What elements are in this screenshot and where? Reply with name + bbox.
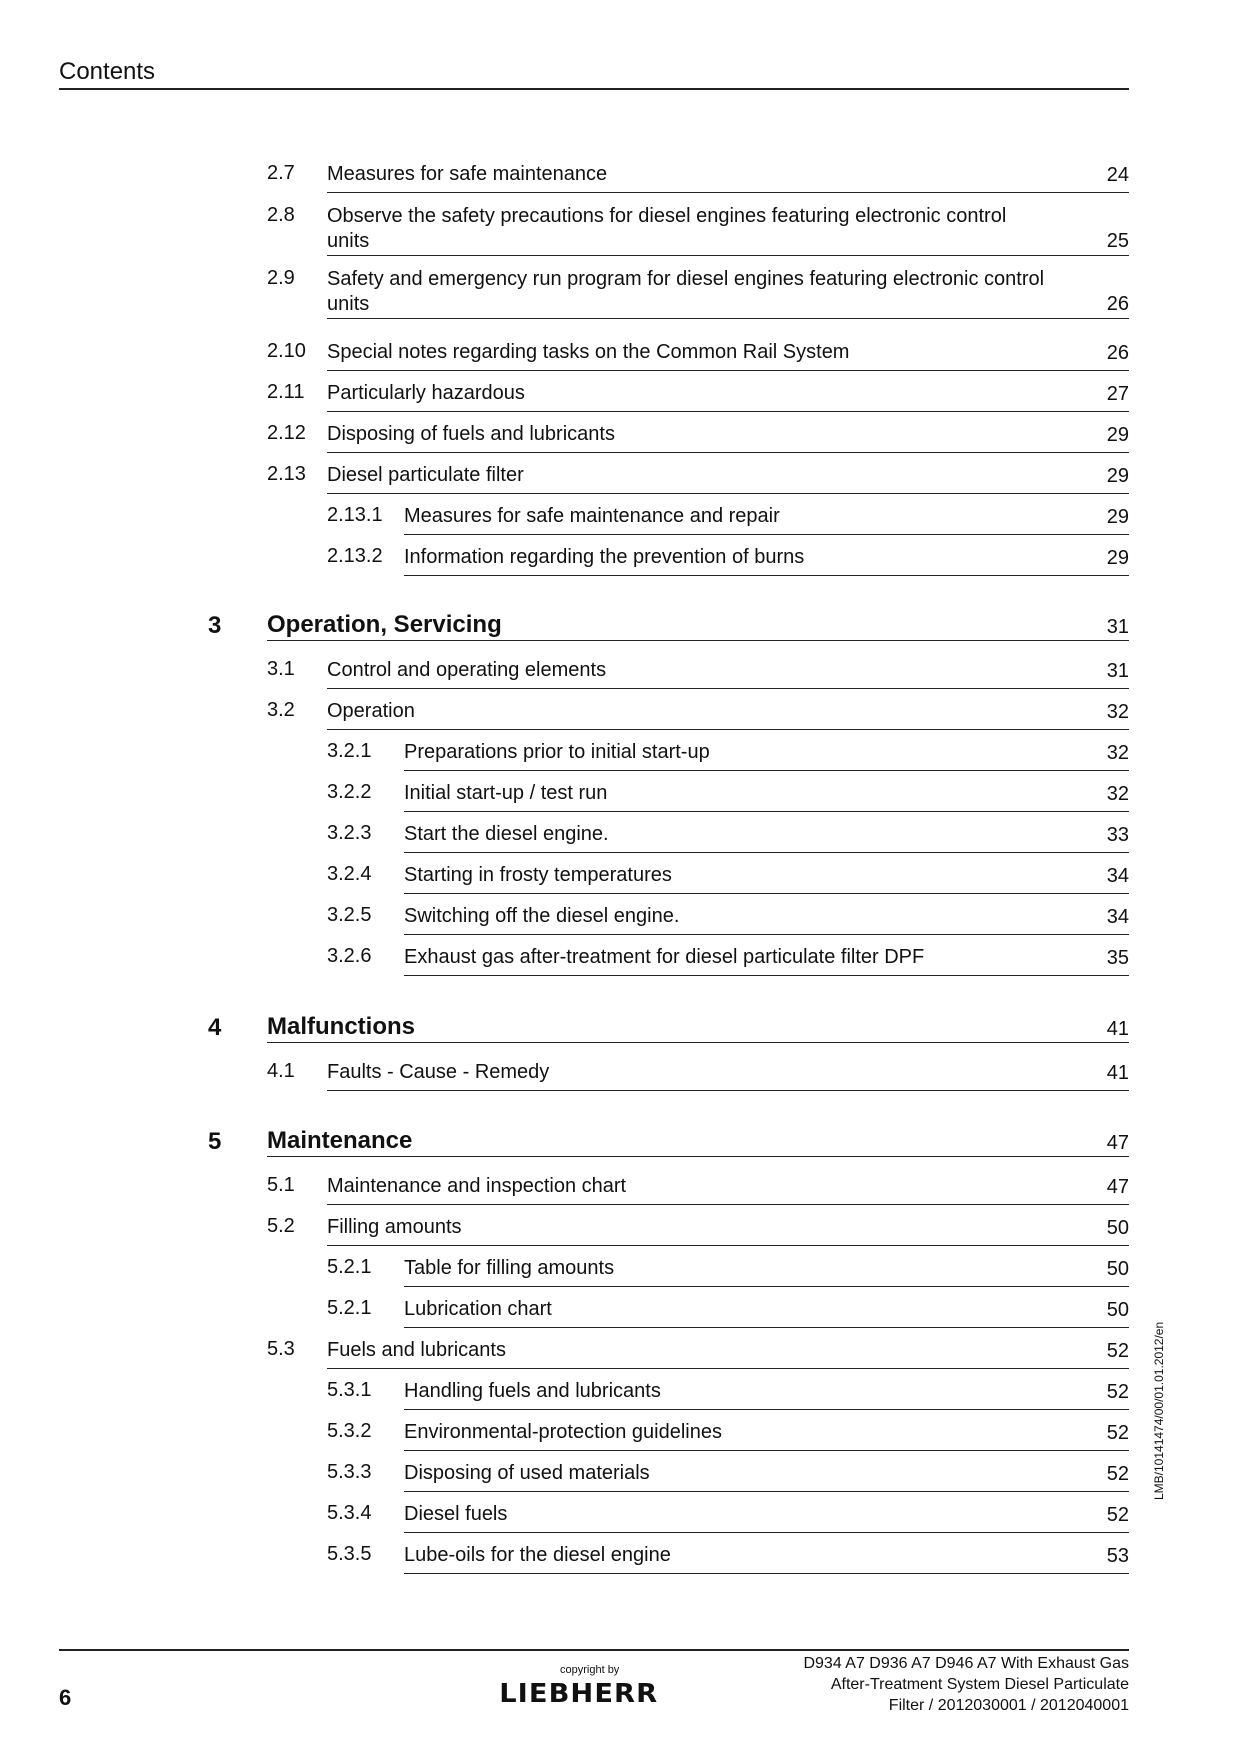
toc-entry-title: Special notes regarding tasks on the Common Rail System — [327, 341, 850, 363]
toc-entry-number: 5.3.5 — [327, 1543, 372, 1565]
toc-entry[interactable] — [0, 1541, 1241, 1577]
toc-entry-page: 50 — [1106, 1217, 1129, 1239]
toc-entry-page: 29 — [1106, 424, 1129, 446]
page-title: Contents — [59, 58, 156, 85]
toc-entry-underline — [404, 975, 1129, 976]
toc-entry[interactable] — [0, 265, 1241, 315]
toc-entry-title: Preparations prior to initial start-up — [404, 741, 710, 763]
toc-entry-title: Initial start-up / test run — [404, 782, 608, 804]
toc-entry-page: 52 — [1106, 1422, 1129, 1444]
header-divider — [59, 88, 1129, 90]
toc-entry[interactable] — [0, 902, 1241, 938]
toc-entry-number: 5 — [208, 1128, 222, 1155]
toc-entry-underline — [404, 770, 1129, 771]
footer-divider — [59, 1649, 1129, 1651]
toc-entry-title: Disposing of used materials — [404, 1462, 650, 1484]
toc-entry-number: 2.9 — [267, 267, 295, 289]
toc-entry-underline — [404, 1450, 1129, 1451]
toc-entry-title: Measures for safe maintenance — [327, 163, 608, 185]
toc-entry[interactable] — [0, 820, 1241, 856]
toc-entry-underline — [404, 811, 1129, 812]
toc-entry-underline — [327, 318, 1129, 319]
toc-entry-underline — [327, 729, 1129, 730]
toc-entry-title: Filling amounts — [327, 1216, 462, 1238]
toc-entry-underline — [404, 575, 1129, 576]
toc-entry[interactable] — [0, 1172, 1241, 1208]
toc-entry-number: 2.10 — [267, 340, 306, 362]
toc-entry[interactable] — [0, 861, 1241, 897]
toc-entry-title: Switching off the diesel engine. — [404, 905, 680, 927]
toc-entry-title: Operation — [327, 700, 415, 722]
document-code: LMB/10141474/00/01.01.2012/en — [1152, 1321, 1166, 1500]
toc-entry-number: 2.13 — [267, 463, 306, 485]
toc-entry-number: 3.2 — [267, 699, 295, 721]
toc-entry-page: 34 — [1106, 906, 1129, 928]
toc-entry-number: 4 — [208, 1014, 222, 1041]
toc-entry-underline — [404, 1491, 1129, 1492]
toc-entry-title: Faults - Cause - Remedy — [327, 1061, 550, 1083]
toc-entry-page: 32 — [1106, 701, 1129, 723]
toc-entry-page: 32 — [1106, 742, 1129, 764]
toc-entry-title: Particularly hazardous — [327, 382, 525, 404]
toc-entry-number: 2.13.1 — [327, 504, 383, 526]
toc-entry-title: Start the diesel engine. — [404, 823, 609, 845]
toc-entry-page: 52 — [1106, 1504, 1129, 1526]
toc-entry-underline — [404, 934, 1129, 935]
toc-entry-underline — [404, 1532, 1129, 1533]
toc-entry[interactable] — [0, 160, 1241, 196]
toc-entry-number: 5.2.1 — [327, 1297, 372, 1319]
toc-entry-underline — [327, 1204, 1129, 1205]
toc-entry-title: Lubrication chart — [404, 1298, 552, 1320]
toc-entry-title: Exhaust gas after-treatment for diesel particulate filter DPF — [404, 946, 925, 968]
toc-entry-page: 32 — [1106, 783, 1129, 805]
toc-entry-page: 29 — [1106, 547, 1129, 569]
toc-entry[interactable] — [0, 1336, 1241, 1372]
toc-entry-underline — [267, 1156, 1129, 1157]
toc-entry-underline — [327, 493, 1129, 494]
toc-entry-page: 53 — [1106, 1545, 1129, 1567]
toc-entry[interactable] — [0, 461, 1241, 497]
toc-entry-underline — [327, 370, 1129, 371]
toc-entry-page: 47 — [1106, 1176, 1129, 1198]
page-number: 6 — [59, 1685, 72, 1710]
toc-entry-title: Measures for safe maintenance and repair — [404, 505, 780, 527]
toc-entry-number: 5.2.1 — [327, 1256, 372, 1278]
toc-entry-page: 47 — [1106, 1132, 1129, 1154]
toc-entry-title: Diesel particulate filter — [327, 464, 524, 486]
toc-entry-underline — [327, 452, 1129, 453]
toc-entry-underline — [327, 255, 1129, 256]
brand-logo: LIEBHERR — [499, 1679, 659, 1709]
toc-entry[interactable] — [0, 420, 1241, 456]
toc-entry-underline — [404, 893, 1129, 894]
toc-entry-number: 2.12 — [267, 422, 306, 444]
toc-entry-number: 5.3.1 — [327, 1379, 372, 1401]
toc-entry-number: 4.1 — [267, 1060, 295, 1082]
toc-entry-number: 3.2.4 — [327, 863, 372, 885]
toc-entry-underline — [327, 192, 1129, 193]
toc-entry-title: Maintenance and inspection chart — [327, 1175, 627, 1197]
toc-entry[interactable] — [0, 779, 1241, 815]
toc-entry-title: Safety and emergency run program for diesel engines featuring electronic control units — [327, 268, 1045, 315]
toc-entry-underline — [404, 1327, 1129, 1328]
toc-entry[interactable] — [0, 610, 1241, 646]
toc-entry-number: 2.7 — [267, 162, 295, 184]
toc-entry-number: 2.8 — [267, 204, 295, 226]
toc-entry[interactable] — [0, 738, 1241, 774]
toc-entry-title: Lube-oils for the diesel engine — [404, 1544, 671, 1566]
toc-entry-title: Fuels and lubricants — [327, 1339, 506, 1361]
toc-entry[interactable] — [0, 656, 1241, 692]
toc-entry-underline — [327, 1368, 1129, 1369]
toc-entry[interactable] — [0, 1500, 1241, 1536]
toc-entry-title: Control and operating elements — [327, 659, 607, 681]
toc-entry-page: 29 — [1106, 506, 1129, 528]
toc-entry[interactable] — [0, 1012, 1241, 1048]
toc-entry-page: 24 — [1106, 164, 1129, 186]
description-line: Filter / 2012030001 / 2012040001 — [888, 1697, 1129, 1714]
toc-entry[interactable] — [0, 1418, 1241, 1454]
toc-entry-number: 5.2 — [267, 1215, 295, 1237]
toc-entry-title: Environmental-protection guidelines — [404, 1421, 722, 1443]
toc-entry-underline — [327, 411, 1129, 412]
toc-entry-page: 41 — [1106, 1018, 1129, 1040]
toc-entry[interactable] — [0, 338, 1241, 374]
toc-entry-page: 27 — [1106, 383, 1129, 405]
toc-entry-underline — [327, 688, 1129, 689]
toc-entry-page: 41 — [1106, 1062, 1129, 1084]
toc-entry-underline — [404, 1286, 1129, 1287]
toc-entry-title: Operation, Servicing — [267, 611, 502, 638]
toc-entry-page: 50 — [1106, 1258, 1129, 1280]
toc-entry[interactable] — [0, 202, 1241, 252]
toc-entry-underline — [327, 1245, 1129, 1246]
toc-entry-title: Handling fuels and lubricants — [404, 1380, 661, 1402]
toc-entry-number: 3.2.5 — [327, 904, 372, 926]
toc-entry[interactable] — [0, 1254, 1241, 1290]
toc-entry[interactable] — [0, 543, 1241, 579]
toc-entry-underline — [404, 534, 1129, 535]
toc-entry-underline — [327, 1090, 1129, 1091]
toc-entry-page: 29 — [1106, 465, 1129, 487]
description-line: D934 A7 D936 A7 D946 A7 With Exhaust Gas — [803, 1655, 1129, 1672]
toc-entry-page: 25 — [1106, 230, 1129, 252]
toc-entry-underline — [267, 1042, 1129, 1043]
toc-entry-page: 31 — [1106, 616, 1129, 638]
description-line: After-Treatment System Diesel Particulate — [830, 1676, 1129, 1693]
document-description — [709, 1653, 1129, 1716]
toc-entry-number: 2.11 — [267, 381, 305, 403]
toc-entry[interactable] — [0, 1459, 1241, 1495]
toc-entry[interactable] — [0, 697, 1241, 733]
toc-entry-page: 50 — [1106, 1299, 1129, 1321]
toc-entry-number: 5.3 — [267, 1338, 295, 1360]
toc-entry-page: 52 — [1106, 1340, 1129, 1362]
toc-entry-title: Observe the safety precautions for diesel engines featuring electronic control units — [327, 205, 1007, 252]
toc-entry-page: 26 — [1106, 342, 1129, 364]
toc-entry-title: Diesel fuels — [404, 1503, 508, 1525]
toc-entry[interactable] — [0, 1058, 1241, 1094]
toc-entry-number: 5.1 — [267, 1174, 295, 1196]
toc-entry-underline — [404, 852, 1129, 853]
toc-entry-number: 3 — [208, 612, 222, 639]
toc-entry-number: 5.3.4 — [327, 1502, 372, 1524]
toc-entry-title: Disposing of fuels and lubricants — [327, 423, 615, 445]
toc-entry-number: 3.2.2 — [327, 781, 372, 803]
toc-entry-page: 31 — [1106, 660, 1129, 682]
toc-entry-page: 52 — [1106, 1381, 1129, 1403]
toc-entry[interactable] — [0, 502, 1241, 538]
toc-entry-number: 2.13.2 — [327, 545, 383, 567]
toc-entry-title: Maintenance — [267, 1127, 413, 1154]
toc-entry-underline — [267, 640, 1129, 641]
toc-entry[interactable] — [0, 943, 1241, 979]
toc-entry[interactable] — [0, 1213, 1241, 1249]
toc-entry-underline — [404, 1573, 1129, 1574]
toc-entry-title: Malfunctions — [267, 1013, 415, 1040]
toc-entry-page: 33 — [1106, 824, 1129, 846]
toc-entry-page: 52 — [1106, 1463, 1129, 1485]
toc-entry[interactable] — [0, 379, 1241, 415]
toc-entry-title: Information regarding the prevention of burns — [404, 546, 805, 568]
toc-entry[interactable] — [0, 1295, 1241, 1331]
toc-entry-number: 5.3.3 — [327, 1461, 372, 1483]
toc-entry-number: 3.2.1 — [327, 740, 372, 762]
toc-entry-underline — [404, 1409, 1129, 1410]
toc-entry-number: 3.2.6 — [327, 945, 372, 967]
toc-entry-number: 3.2.3 — [327, 822, 372, 844]
toc-entry-page: 34 — [1106, 865, 1129, 887]
copyright-text: copyright by — [560, 1664, 620, 1676]
toc-entry-page: 26 — [1106, 293, 1129, 315]
toc-entry-number: 3.1 — [267, 658, 295, 680]
toc-entry-title: Starting in frosty temperatures — [404, 864, 672, 886]
toc-entry[interactable] — [0, 1377, 1241, 1413]
toc-entry-page: 35 — [1106, 947, 1129, 969]
toc-entry[interactable] — [0, 1126, 1241, 1162]
toc-entry-title: Table for filling amounts — [404, 1257, 615, 1279]
toc-entry-number: 5.3.2 — [327, 1420, 372, 1442]
